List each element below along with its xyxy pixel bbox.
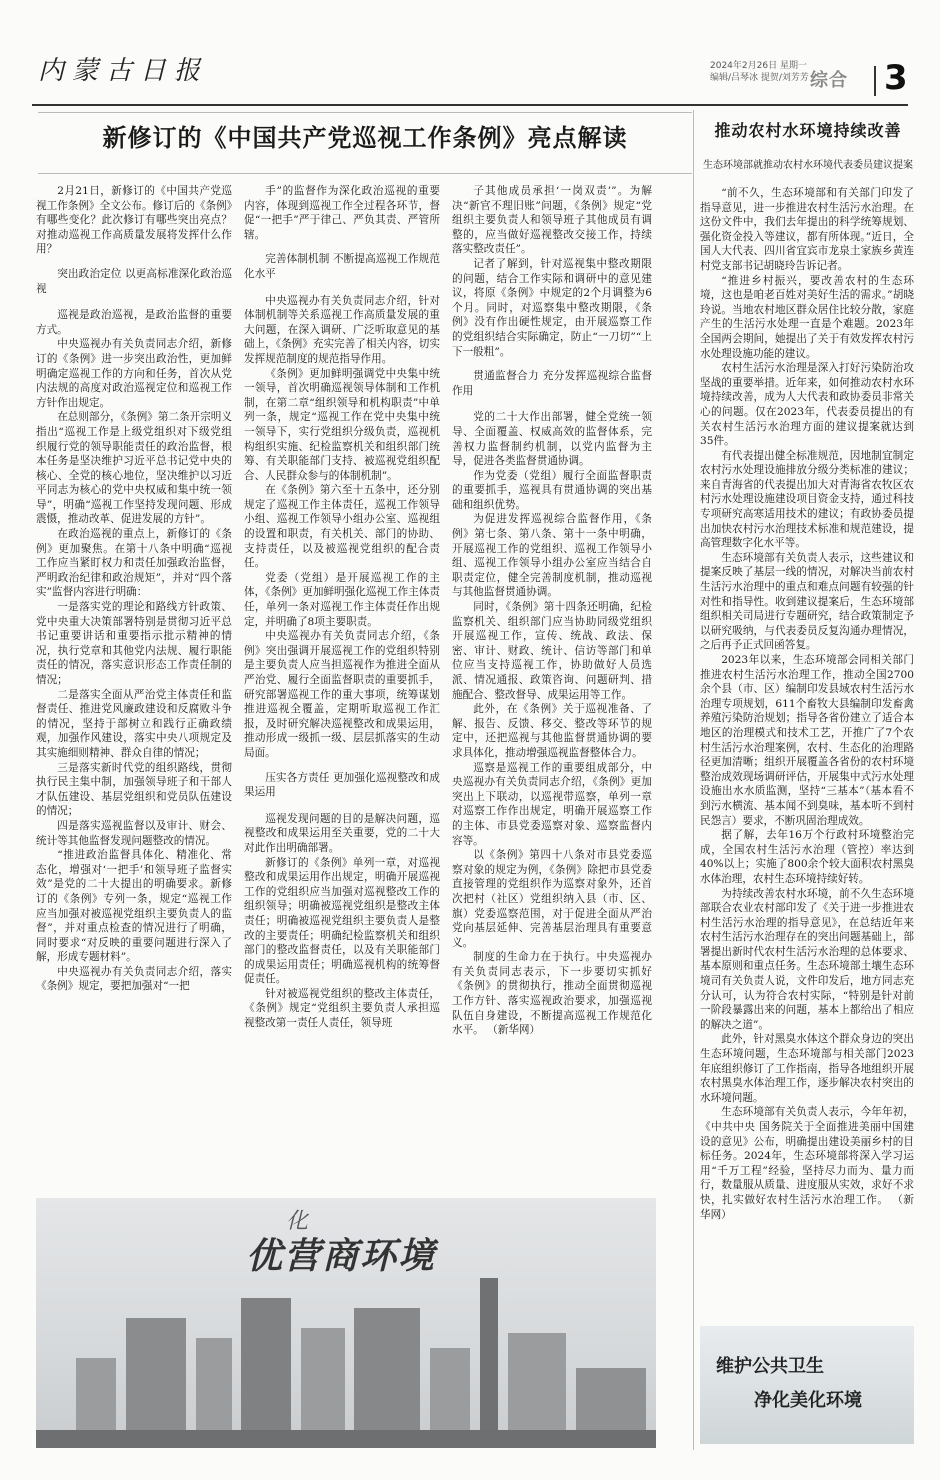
paragraph: 中央巡视办有关负责同志介绍，针对体制机制等关系巡视工作高质量发展的重大问题，在深入调研、广泛听取意见的基础上，《条例》充实完善了相关内容，切实发挥规范制度的规范指导作用。 (244, 294, 440, 365)
paragraph: 同时，《条例》第十四条还明确，纪检监察机关、组织部门应当协助同级党组织开展巡视工作，宣传、统战、政法、保密、审计、财政、统计、信访等部门和单位应当支持巡视工作，协助做好人员选派、情况通报、政策咨询、问题研判、措施配合、整改督导、成果运用等工作。 (452, 601, 652, 701)
public-hygiene-banner (700, 1326, 914, 1444)
subheading: 突出政治定位 以更高标准深化政治巡视 (36, 267, 232, 295)
paragraph: 中央巡视办有关负责同志介绍，新修订的《条例》进一步突出政治性，更加鲜明确定巡视工作的方向和任务，首次从党内法规的高度对政治巡视定位和巡视工作方针作出规定。 (36, 338, 232, 409)
side-article-body (700, 186, 914, 1316)
side-banner-line-2: 净化美化环境 (754, 1390, 862, 1411)
paragraph: 据了解，去年16万个行政村环境整治完成，全国农村生活污水治理（管控）率达到40%以上；实施了800余个较大面积农村黑臭水体治理，农村生态环境持续好转。 (700, 829, 914, 885)
paragraph: 此外，在《条例》关于巡视准备、了解、报告、反馈、移交、整改等环节的规定中，还把巡视与其他监督贯通协调的要求具体化，推动增强巡视监督整体合力。 (452, 703, 652, 759)
subheading: 贯通监督合力 充分发挥巡视综合监督作用 (452, 370, 652, 397)
paragraph: 作为党委（党组）履行全面监督职责的重要抓手，巡视具有贯通协调的突出基础和组织优势。 (452, 469, 652, 511)
paragraph: 生态环境部有关负责人表示，今年年初，《中共中央 国务院关于全面推进美丽中国建设的意见》公布，明确提出建设美丽乡村的目标任务。2024年，生态环境部将深入学习运用“千万工程”经验，坚持尽力而为、量力而行，数量服从质量、进度服从实效，求好不求快，扎实做好农村生活污水治理工作。 （新华网） (700, 1106, 914, 1221)
paragraph: 一是落实党的理论和路线方针政策、党中央重大决策部署特别是贯彻习近平总书记重要讲话和重要指示批示精神的情况，执行党章和其他党内法规、履行职能责任的情况，落实意识形态工作责任制的情况； (36, 601, 232, 686)
paragraph: 记者了解到，针对巡视集中整改期限的问题，结合工作实际和调研中的意见建议，将原《条例》中规定的2个月调整为6个月。同时，对巡察集中整改期限，《条例》没有作出硬性规定，由开展巡察工作的党组织结合实际确定，防止“一刀切”“上下一般粗”。 (452, 257, 652, 358)
paragraph: 党委（党组）是开展巡视工作的主体，《条例》更加鲜明强化巡视工作主体责任，单列一条对巡视工作主体责任作出规定，并明确了8项主要职责。 (244, 571, 440, 628)
paragraph: 有代表提出健全标准规范，因地制宜制定农村污水处理设施排放分级分类标准的建议；来自青海省的代表提出加大对青海省农牧区农村污水处理设施建设项目资金支持，通过科技专项研究高寒适用技术的建议；有政协委员提出加快农村污水治理技术标准和规范建设，提高管理数字化水平等。 (700, 449, 914, 550)
paragraph: 生态环境部有关负责人表示，这些建议和提案反映了基层一线的情况，对解决当前农村生活污水治理中的重点和难点问题有较强的针对性和指导性。收到建议提案后，生态环境部组织相关司局进行专题研究，结合政策制定予以研究吸纳，与代表委员反复沟通办理情况，之后再予正式回函答复。 (700, 551, 914, 652)
paragraph: 中央巡视办有关负责同志介绍，《条例》突出强调开展巡视工作的党组织特别是主要负责人应当担巡视作为推进全面从严治党、履行全面监督职责的重要抓手，研究部署巡视工作的重大事项，统筹谋划推进巡视全覆盖，定期听取巡视工作汇报，及时研究解决巡视整改和成果运用，推动形成一级抓一级、层层抓落实的生动局面。 (244, 630, 440, 759)
paragraph: 新修订的《条例》单列一章，对巡视整改和成果运用作出规定，明确开展巡视工作的党组织应当加强对巡视整改工作的组织领导；明确被巡视党组织是整改主体责任；明确被巡视党组织主要负责人是整改的主要责任；明确纪检监察机关和组织部门的整改监督责任，以及有关职能部门的成果运用责任；明确巡视机构的统筹督促责任。 (244, 856, 440, 986)
paragraph: 中央巡视办有关负责同志介绍，落实《条例》规定，要把加强对“一把 (36, 965, 232, 993)
building-shape (126, 1318, 186, 1448)
paragraph: 为促进发挥巡视综合监督作用，《条例》第七条、第八条、第十一条中明确，开展巡视工作的党组织、巡视工作领导小组、巡视工作领导小组办公室应当结合自职责定位，健全完善制度机制，推动巡视与其他监督贯通协调。 (452, 513, 652, 599)
paragraph: 巡视发现问题的目的是解决问题，巡视整改和成果运用至关重要，党的二十大对此作出明确部署。 (244, 812, 440, 854)
paragraph: 农村生活污水治理是深入打好污染防治攻坚战的重要举措。近年来，如何推动农村水环境持续改善，成为人大代表和政协委员非常关心的问题。仅在2023年，代表委员提出的有关农村生活污水治理方面的建议提案就达到35件。 (700, 362, 914, 448)
paragraph: 《条例》更加鲜明强调党中央集中统一领导，首次明确巡视领导体制和工作机制，在第二章“组织领导和机构职责”中单列一条，规定“巡视工作在党中央集中统一领导下，实行党组织分级负责，巡视机构组织实施、纪检监察机关和组织部门统筹、有关职能部门支持、被巡视党组织配合、人民群众参与的体制机制”。 (244, 367, 440, 482)
paragraph: 此外，针对黑臭水体这个群众身边的突出生态环境问题，生态环境部与相关部门2023年底组织修订了工作指南，指导各地组织开展农村黑臭水体治理工作，逐步解决农村突出的水环境问题。 (700, 1033, 914, 1104)
paragraph: 党的二十大作出部署，健全党统一领导、全面覆盖、权威高效的监督体系，完善权力监督制约机制，以党内监督为主导，促进各类监督贯通协调。 (452, 411, 652, 468)
paragraph: 手”的监督作为深化政治巡视的重要内容，体现到巡视工作全过程各环节，督促“一把手”严于律己、严负其责、严管所辖。 (244, 185, 440, 241)
dateline (710, 60, 809, 84)
tower-shape (480, 1278, 498, 1448)
paragraph: 2月21日，新修订的《中国共产党巡视工作条例》全文公布。修订后的《条例》有哪些变化？此次修订有哪些突出亮点？对推动巡视工作高质量发展将发挥什么作用？ (36, 185, 232, 256)
paragraph: 在《条例》第六至十五条中，还分别规定了巡视工作主体责任，巡视工作领导小组、巡视工作领导小组办公室、巡视组的设置和职责，有关机关、部门的协助、支持责任，以及被巡视党组织的配合责任。 (244, 484, 440, 570)
section-divider (874, 66, 876, 96)
subheading: 压实各方责任 更加强化巡视整改和成果运用 (244, 771, 440, 799)
main-article-title: 新修订的《中国共产党巡视工作条例》亮点解读 (102, 123, 628, 152)
paragraph: 二是落实全面从严治党主体责任和监督责任、推进党风廉政建设和反腐败斗争的情况，坚持于部树立和践行正确政绩观，加强作风建设，落实中央八项规定及其实施细则精神、群众自律的情况； (36, 688, 232, 759)
banner-small-char: 化 (286, 1209, 309, 1234)
editor-line: 编辑/吕琴冰 提贺/刘芳芳 (710, 73, 809, 83)
paragraph: “推进乡村振兴，要改善农村的生态环境，这也是咱老百姓对美好生活的需求。”胡晓玲说。当地农村地区群众居住比较分散，家庭产生的生活污水处理一直是个难题。2023年全国两会期间，她提出了关于有效发挥农村污水处理设施功能的建议。 (700, 274, 914, 360)
paragraph: 巡视是政治巡视，是政治监督的重要方式。 (36, 309, 232, 336)
side-banner-line-1: 维护公共卫生 (716, 1356, 824, 1377)
side-article-title: 推动农村水环境持续改善 (714, 121, 902, 140)
paragraph: 巡察是巡视工作的重要组成部分，中央巡视办有关负责同志介绍，《条例》更加突出上下联动，以巡视带巡察，单列一章对巡察工作作出规定，明确开展巡察工作的主体、市县党委巡察对象、巡察监督内容等。 (452, 761, 652, 847)
section-name: 综合 (810, 70, 848, 91)
business-environment-banner (36, 1198, 656, 1448)
paragraph: “推进政治监督具体化、精准化、常态化，增强对‘一把手’和领导班子监督实效”是党的二十大提出的明确要求。新修订的《条例》专列一条，规定“巡视工作应当加强对被巡视党组织主要负责人的监督”，并对重点检查的情况进行了明确，同时要求“对反映的重要问题进行深入了解，形成专题材料”。 (36, 849, 232, 964)
building-shape (241, 1298, 291, 1448)
main-article-column-2 (244, 184, 440, 1196)
main-article-column-1 (36, 184, 232, 1196)
banner-title: 优营商环境 (246, 1235, 437, 1277)
paragraph: “前不久，生态环境部和有关部门印发了指导意见，进一步推进农村生活污水治理。在这份文件中，我们去年提出的科学统筹规划、强化资金投入等建议，都有所体现。”近日，全国人大代表、四川省宜宾市龙泉土家族乡黄连村党支部书记胡晓玲告诉记者。 (700, 187, 914, 272)
header-rule (32, 104, 908, 106)
side-article-subtitle: 生态环境部就推动农村水环境代表委员建议提案 (703, 160, 913, 171)
building-shape (354, 1308, 420, 1448)
paragraph: 子其他成员承担‘一岗双责’”。为解决“新官不理旧账”问题，《条例》规定“党组织主要负责人和领导班子其他成员有调整的，应当做好巡视整改交接工作，持续落实整改责任”。 (452, 185, 652, 256)
paragraph: 在政治巡视的重点上，新修订的《条例》更加聚焦。在第十八条中明确“巡视工作应当紧盯权力和责任加强政治监督，严明政治纪律和政治规矩”，并对“四个落实”监督内容进行明确： (36, 528, 232, 599)
column-divider (693, 110, 694, 1450)
paragraph: 在总则部分，《条例》第二条开宗明义指出“巡视工作是上级党组织对下级党组织履行党的领导职能责任的政治监督，根本任务是坚决维护习近平总书记党中央的核心、全党的核心地位，坚决维护以习近平同志为核心的党中央权威和集中统一领导”，明确“巡视工作坚持发现问题、形成震慑，推动改革、促进发展的方针”。 (36, 411, 232, 526)
ground-strip (36, 1430, 656, 1448)
date-line: 2024年2月26日 星期一 (710, 61, 807, 71)
paragraph: 针对被巡视党组织的整改主体责任，《条例》规定“党组织主要负责人承担巡视整改第一责任人责任，领导班 (244, 987, 440, 1030)
paragraph: 三是落实新时代党的组织路线，贯彻执行民主集中制，加强领导班子和干部人才队伍建设、基层党组织和党员队伍建设的情况； (36, 761, 232, 818)
subheading: 完善体制机制 不断提高巡视工作规范化水平 (244, 253, 440, 280)
paragraph: 2023年以来，生态环境部会同相关部门推进农村生活污水治理工作，推动全国2700余个县（市、区）编制印发县域农村生活污水治理专项规划，611个畜牧大县编制印发畜禽养殖污染防治规划；指导各省份建立了适合本地区的治理模式和技术工艺，开推广了7个农村生活污水治理案例，农村、生态化的治理路径更加清晰；组织开展覆盖各省份的农村环境整治成效现场调研评估，开展集中式污水处理设施出水水质监测，坚持“三基本”（基本看不到污水横流、基本闻不到臭味，基本听不到村民怨言）要求，不断巩固治理成效。 (700, 654, 914, 827)
paragraph: 为持续改善农村水环境，前不久生态环境部联合农业农村部印发了《关于进一步推进农村生活污水治理的指导意见》，在总结近年来农村生活污水治理存在的突出问题基础上，部署提出新时代农村生活污水治理的总体要求、基本原则和重点任务。生态环境部土壤生态环境司有关负责人说，文件印发后，地方同志充分认可，认为符合农村实际，“特别是针对前一阶段暴露出来的问题，基本上都给出了相应的解决之道”。 (700, 887, 914, 1031)
masthead: 内蒙古日报 (38, 56, 209, 86)
paragraph: 以《条例》第四十八条对市县党委巡察对象的规定为例，《条例》除把市县党委直接管理的党组织作为巡察对象外，还首次把村（社区）党组织纳入县（市、区、旗）党委巡察范围，对于促进全面从严治党向基层延伸、完善基层治理具有重要意义。 (452, 849, 652, 949)
paragraph: 制度的生命力在于执行。中央巡视办有关负责同志表示，下一步要切实抓好《条例》的贯彻执行，推动全面贯彻巡视工作方针、落实巡视政治要求，加强巡视队伍自身建设，不断提高巡视工作规范化水平。 （新华网） (452, 951, 652, 1037)
main-article-column-3 (452, 184, 652, 1196)
paragraph: 四是落实巡视监督以及审计、财会、统计等其他监督发现问题整改的情况。 (36, 819, 232, 847)
page-number: 3 (884, 58, 908, 98)
